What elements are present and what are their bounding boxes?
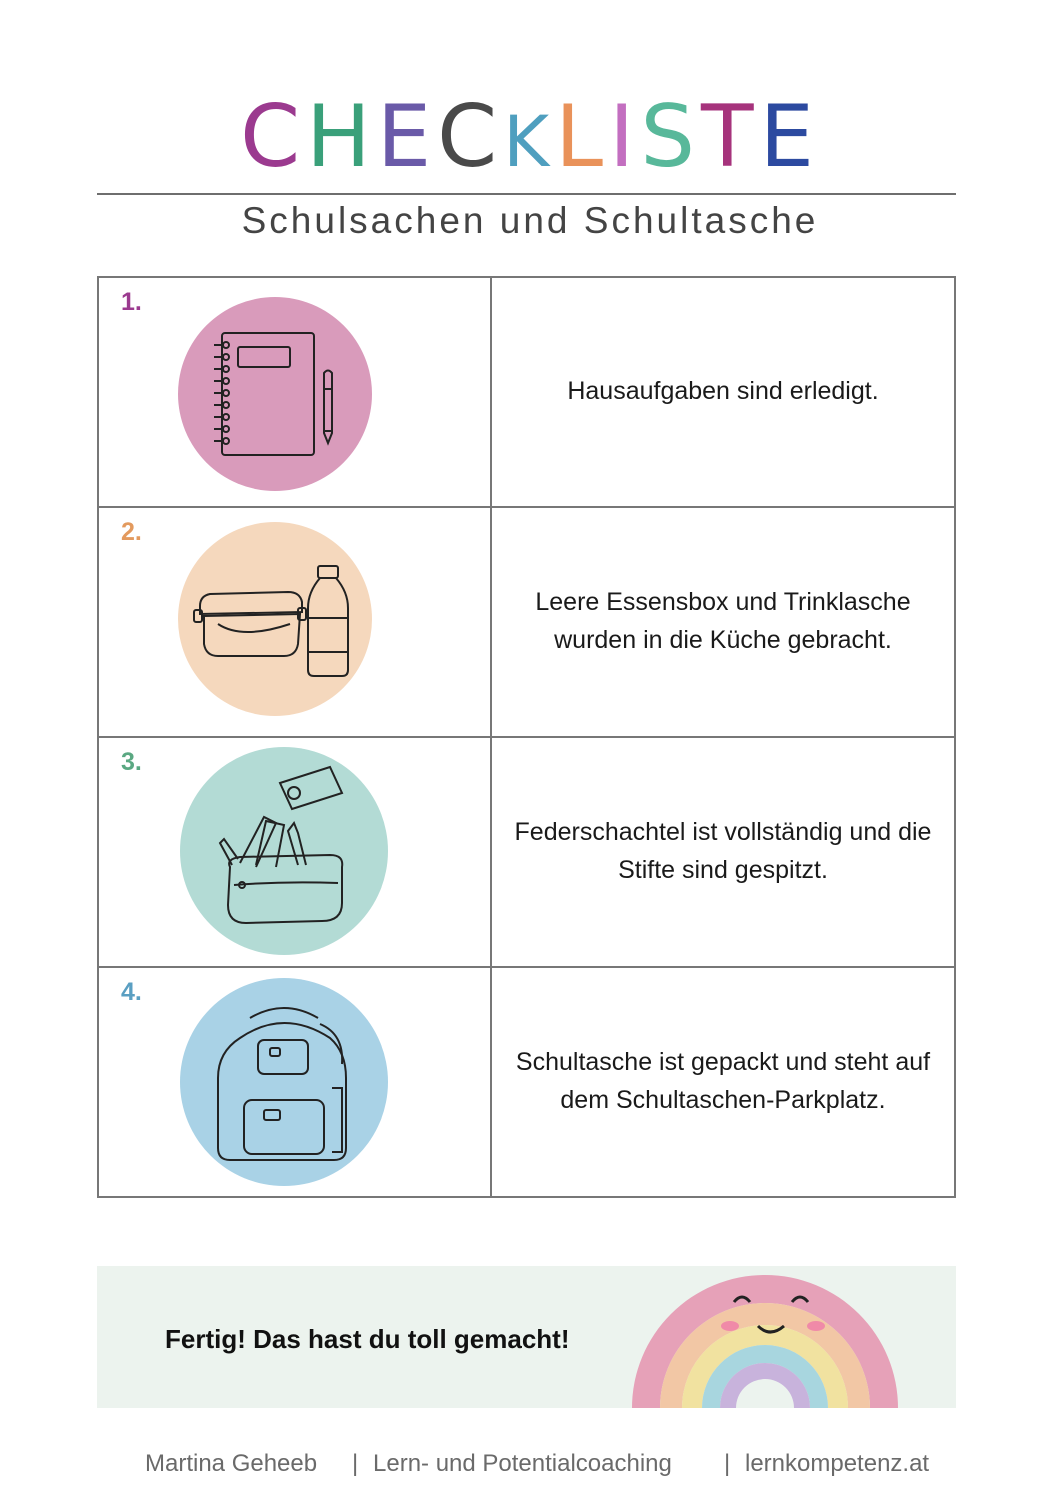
item-description: Hausaufgaben sind erledigt. [567,377,879,405]
page-subtitle: Schulsachen und Schultasche [241,200,819,241]
banner-message: Fertig! Das hast du toll gemacht! [165,1324,570,1354]
item-number: 1. [121,288,142,316]
footer-service: Lern- und Potentialcoaching [373,1450,672,1477]
item-description: Leere Essensbox und Trinklasche wurden in die Küche gebracht. [535,588,911,654]
item-number: 2. [121,518,142,546]
checklist-row [99,508,954,738]
item-circle [178,522,372,716]
smiling-rainbow-icon [630,1240,900,1410]
footer-separator: | [724,1450,731,1477]
title-letter: S [640,87,702,187]
lunchbox-bottle-icon [178,522,372,716]
title-letter: C [240,87,307,187]
title-letter: T [701,87,760,187]
title-letter: L [555,87,610,187]
footer-author: Martina Geheeb [145,1450,318,1477]
title-letter: C [437,87,504,187]
backpack-icon [180,978,388,1186]
checklist-table [97,276,956,1198]
item-number: 4. [121,978,142,1006]
pencil-case-icon [180,747,388,955]
title-letter: E [759,87,820,187]
footer-website[interactable]: lernkompetenz.at [745,1450,930,1477]
item-description: Schultasche ist gepackt und steht auf dem Schultaschen-Parkplatz. [515,1048,931,1114]
footer-separator: | [352,1450,359,1477]
item-circle [178,297,372,491]
item-circle [180,978,388,1186]
checklist-row [99,738,954,968]
item-circle [180,747,388,955]
title-letter: K [503,101,556,183]
checklist-row [99,968,954,1198]
page-title [0,87,1060,187]
title-letter: E [376,87,438,187]
notebook-pen-icon [178,297,372,491]
title-letter: I [609,87,641,187]
item-number: 3. [121,748,142,776]
checklist-row [99,278,954,508]
title-letter: H [306,87,377,187]
title-divider [97,193,956,195]
item-description: Federschachtel ist vollständig und die Stifte sind gespitzt. [514,818,932,884]
